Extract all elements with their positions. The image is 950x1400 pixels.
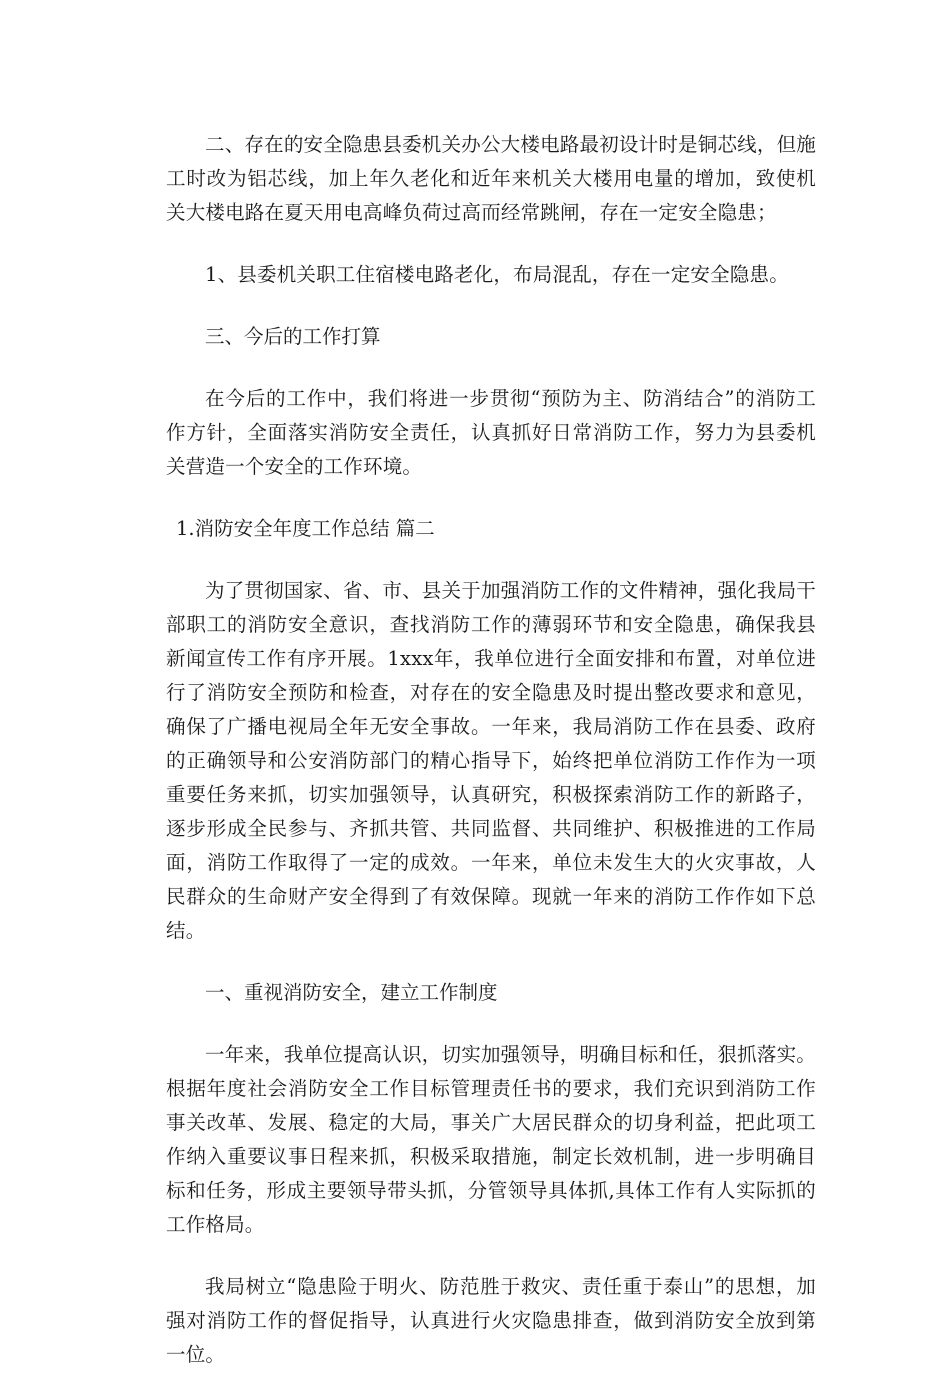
paragraph-dormitory: 1、县委机关职工住宿楼电路老化，布局混乱，存在一定安全隐患。 xyxy=(205,263,789,286)
paragraph-leadership: 一年来，我单位提高认识，切实加强领导，明确目标和任，狠抓落实。根据年度社会消防安全工作目标管理责任书的要求，我们充识到消防工作事关改革、发展、稳定的大局，事关广大居民群众的切身利益，把此项工作纳入重要议事日程来抓，积极采取措施，制定长效机制，进一步明确目标和任务，形成主要领导带头抓，分管领导具体抓,具体工作有人实际抓的工作格局。 xyxy=(166,1043,816,1236)
paragraph-future-work: 在今后的工作中，我们将进一步贯彻“预防为主、防消结合”的消防工作方针，全面落实消防安全责任，认真抓好日常消防工作，努力为县委机关营造一个安全的工作环境。 xyxy=(166,387,816,478)
paragraph-hazards: 二、存在的安全隐患县委机关办公大楼电路最初设计时是铜芯线，但施工时改为铝芯线，加上年久老化和近年来机关大楼用电量的增加，致使机关大楼电路在夏天用电高峰负荷过高而经常跳闸，存在一定安全隐患； xyxy=(166,133,816,224)
heading-future-plans: 三、今后的工作打算 xyxy=(205,325,381,348)
paragraph-summary-intro: 为了贯彻国家、省、市、县关于加强消防工作的文件精神，强化我局干部职工的消防安全意识，查找消防工作的薄弱环节和安全隐患，确保我县新闻宣传工作有序开展。1xxx年，我单位进行全面安排和布置，对单位进行了消防安全预防和检查，对存在的安全隐患及时提出整改要求和意见，确保了广播电视局全年无安全事故。一年来，我局消防工作在县委、政府的正确领导和公安消防部门的精心指导下，始终把单位消防工作作为一项重要任务来抓，切实加强领导，认真研究，积极探索消防工作的新路子，逐步形成全民参与、齐抓共管、共同监督、共同维护、积极推进的工作局面，消防工作取得了一定的成效。一年来，单位未发生大的火灾事故，人民群众的生命财产安全得到了有效保障。现就一年来的消防工作作如下总结。 xyxy=(166,579,816,942)
document-page xyxy=(166,128,816,1400)
paragraph-guidance: 我局树立“隐患险于明火、防范胜于救灾、责任重于泰山”的思想，加强对消防工作的督促指导，认真进行火灾隐患排查，做到消防安全放到第一位。 xyxy=(166,1275,816,1366)
section-title-part-two: 1.消防安全年度工作总结 篇二 xyxy=(176,517,435,540)
heading-emphasis: 一、重视消防安全，建立工作制度 xyxy=(205,981,498,1004)
